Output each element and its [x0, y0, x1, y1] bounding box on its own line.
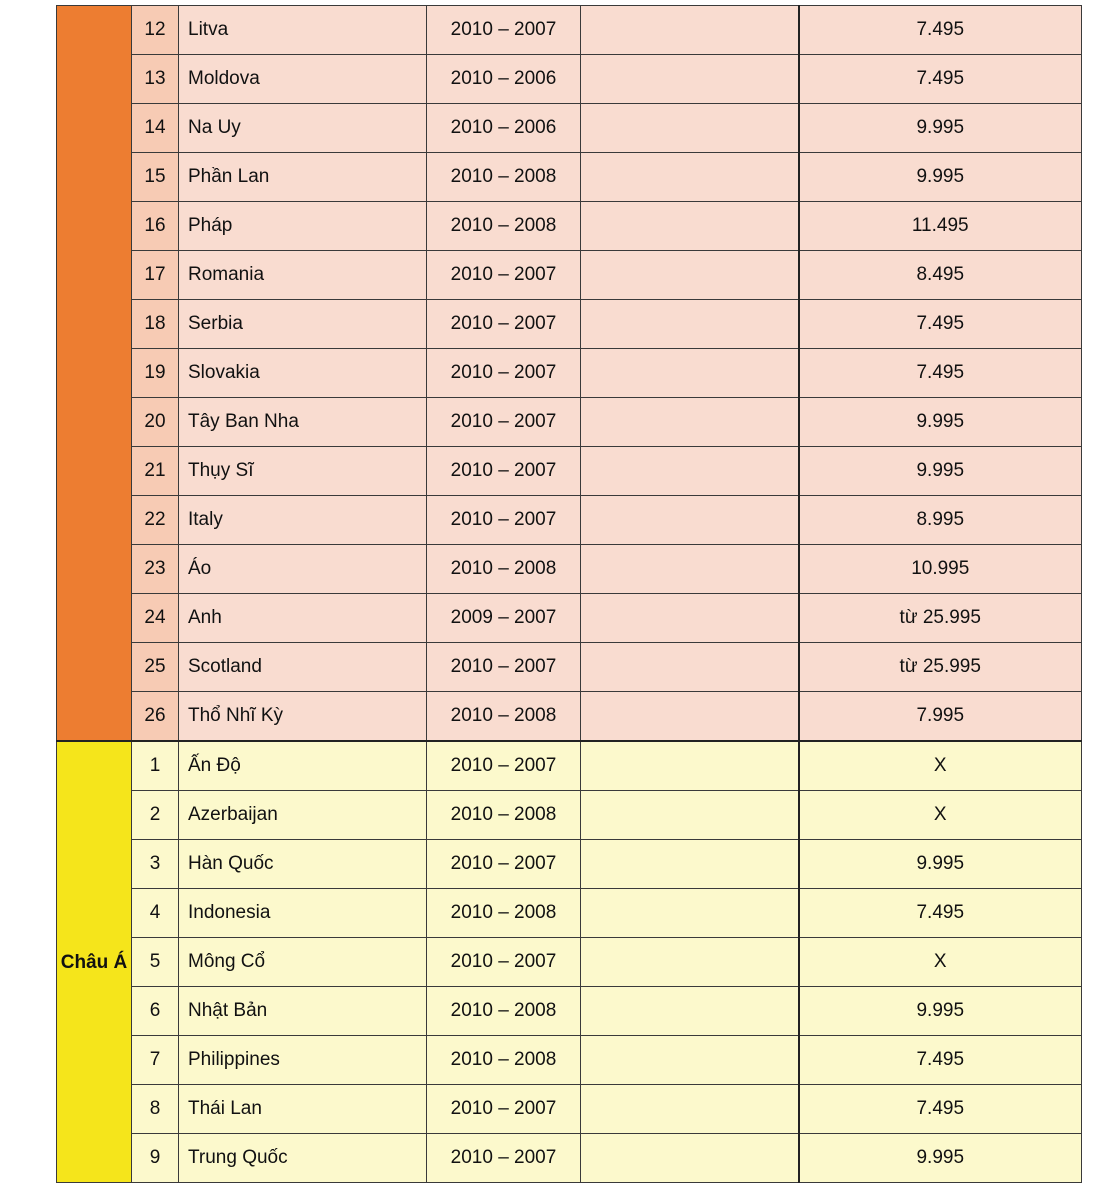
price-value: từ 25.995 [799, 643, 1082, 692]
table-row [57, 251, 1082, 300]
row-number: 13 [132, 55, 179, 104]
table-row [57, 1085, 1082, 1134]
row-number: 7 [132, 1036, 179, 1085]
row-number: 6 [132, 987, 179, 1036]
price-value: từ 25.995 [799, 594, 1082, 643]
year-range: 2010 – 2007 [427, 938, 581, 987]
price-value: 9.995 [799, 1134, 1082, 1183]
year-range: 2010 – 2008 [427, 791, 581, 840]
country-name: Thụy Sĩ [179, 447, 427, 496]
country-name: Na Uy [179, 104, 427, 153]
country-name: Litva [179, 6, 427, 55]
year-range: 2010 – 2006 [427, 104, 581, 153]
empty-cell [581, 349, 799, 398]
country-name: Indonesia [179, 889, 427, 938]
table-row [57, 791, 1082, 840]
table-row [57, 594, 1082, 643]
table-row [57, 1134, 1082, 1183]
empty-cell [581, 692, 799, 742]
table-row [57, 889, 1082, 938]
empty-cell [581, 6, 799, 55]
row-number: 9 [132, 1134, 179, 1183]
country-name: Italy [179, 496, 427, 545]
row-number: 8 [132, 1085, 179, 1134]
row-number: 15 [132, 153, 179, 202]
country-name: Thổ Nhĩ Kỳ [179, 692, 427, 742]
row-number: 14 [132, 104, 179, 153]
price-value: 7.495 [799, 6, 1082, 55]
year-range: 2009 – 2007 [427, 594, 581, 643]
price-table [56, 5, 1082, 1183]
price-value: X [799, 791, 1082, 840]
empty-cell [581, 202, 799, 251]
year-range: 2010 – 2007 [427, 643, 581, 692]
empty-cell [581, 300, 799, 349]
table-row [57, 938, 1082, 987]
empty-cell [581, 251, 799, 300]
table-row [57, 153, 1082, 202]
empty-cell [581, 938, 799, 987]
country-name: Trung Quốc [179, 1134, 427, 1183]
row-number: 4 [132, 889, 179, 938]
table-row [57, 545, 1082, 594]
empty-cell [581, 741, 799, 791]
price-value: X [799, 938, 1082, 987]
country-name: Phần Lan [179, 153, 427, 202]
price-value: 10.995 [799, 545, 1082, 594]
year-range: 2010 – 2007 [427, 447, 581, 496]
year-range: 2010 – 2008 [427, 1036, 581, 1085]
empty-cell [581, 447, 799, 496]
year-range: 2010 – 2007 [427, 349, 581, 398]
price-value: 9.995 [799, 447, 1082, 496]
row-number: 20 [132, 398, 179, 447]
row-number: 12 [132, 6, 179, 55]
price-value: 7.495 [799, 349, 1082, 398]
year-range: 2010 – 2008 [427, 692, 581, 742]
country-name: Mông Cổ [179, 938, 427, 987]
row-number: 26 [132, 692, 179, 742]
price-value: 8.995 [799, 496, 1082, 545]
empty-cell [581, 594, 799, 643]
price-value: X [799, 741, 1082, 791]
empty-cell [581, 987, 799, 1036]
price-value: 7.495 [799, 889, 1082, 938]
row-number: 24 [132, 594, 179, 643]
year-range: 2010 – 2007 [427, 251, 581, 300]
empty-cell [581, 104, 799, 153]
country-name: Thái Lan [179, 1085, 427, 1134]
country-name: Romania [179, 251, 427, 300]
row-number: 1 [132, 741, 179, 791]
row-number: 2 [132, 791, 179, 840]
row-number: 3 [132, 840, 179, 889]
price-value: 8.495 [799, 251, 1082, 300]
year-range: 2010 – 2007 [427, 300, 581, 349]
empty-cell [581, 1134, 799, 1183]
year-range: 2010 – 2008 [427, 545, 581, 594]
year-range: 2010 – 2007 [427, 1134, 581, 1183]
table-row [57, 447, 1082, 496]
row-number: 17 [132, 251, 179, 300]
empty-cell [581, 398, 799, 447]
table-row [57, 104, 1082, 153]
row-number: 19 [132, 349, 179, 398]
price-value: 9.995 [799, 840, 1082, 889]
empty-cell [581, 1085, 799, 1134]
table-row [57, 692, 1082, 742]
country-name: Serbia [179, 300, 427, 349]
row-number: 16 [132, 202, 179, 251]
region-label-asia: Châu Á [57, 741, 132, 1183]
price-table-body [57, 6, 1082, 1183]
table-row [57, 300, 1082, 349]
year-range: 2010 – 2007 [427, 398, 581, 447]
country-name: Tây Ban Nha [179, 398, 427, 447]
price-value: 7.995 [799, 692, 1082, 742]
row-number: 25 [132, 643, 179, 692]
table-row [57, 55, 1082, 104]
price-value: 9.995 [799, 153, 1082, 202]
empty-cell [581, 643, 799, 692]
table-row [57, 840, 1082, 889]
country-name: Moldova [179, 55, 427, 104]
empty-cell [581, 496, 799, 545]
country-name: Philippines [179, 1036, 427, 1085]
empty-cell [581, 55, 799, 104]
year-range: 2010 – 2008 [427, 987, 581, 1036]
country-name: Nhật Bản [179, 987, 427, 1036]
row-number: 18 [132, 300, 179, 349]
country-name: Slovakia [179, 349, 427, 398]
country-name: Pháp [179, 202, 427, 251]
price-value: 7.495 [799, 1085, 1082, 1134]
row-number: 5 [132, 938, 179, 987]
region-label-europe [57, 6, 132, 742]
year-range: 2010 – 2008 [427, 889, 581, 938]
table-row [57, 349, 1082, 398]
price-value: 7.495 [799, 300, 1082, 349]
empty-cell [581, 153, 799, 202]
country-name: Scotland [179, 643, 427, 692]
empty-cell [581, 889, 799, 938]
empty-cell [581, 1036, 799, 1085]
empty-cell [581, 840, 799, 889]
price-value: 11.495 [799, 202, 1082, 251]
year-range: 2010 – 2007 [427, 6, 581, 55]
year-range: 2010 – 2008 [427, 153, 581, 202]
price-value: 7.495 [799, 1036, 1082, 1085]
empty-cell [581, 545, 799, 594]
table-row [57, 1036, 1082, 1085]
year-range: 2010 – 2008 [427, 202, 581, 251]
empty-cell [581, 791, 799, 840]
country-name: Áo [179, 545, 427, 594]
table-row [57, 202, 1082, 251]
country-name: Anh [179, 594, 427, 643]
row-number: 23 [132, 545, 179, 594]
table-row [57, 987, 1082, 1036]
table-row [57, 6, 1082, 55]
country-name: Hàn Quốc [179, 840, 427, 889]
row-number: 22 [132, 496, 179, 545]
table-row [57, 741, 1082, 791]
row-number: 21 [132, 447, 179, 496]
table-row [57, 398, 1082, 447]
year-range: 2010 – 2007 [427, 840, 581, 889]
year-range: 2010 – 2006 [427, 55, 581, 104]
year-range: 2010 – 2007 [427, 1085, 581, 1134]
year-range: 2010 – 2007 [427, 741, 581, 791]
price-value: 7.495 [799, 55, 1082, 104]
price-value: 9.995 [799, 104, 1082, 153]
table-row [57, 643, 1082, 692]
price-value: 9.995 [799, 398, 1082, 447]
year-range: 2010 – 2007 [427, 496, 581, 545]
country-name: Ấn Độ [179, 741, 427, 791]
table-row [57, 496, 1082, 545]
price-value: 9.995 [799, 987, 1082, 1036]
country-name: Azerbaijan [179, 791, 427, 840]
